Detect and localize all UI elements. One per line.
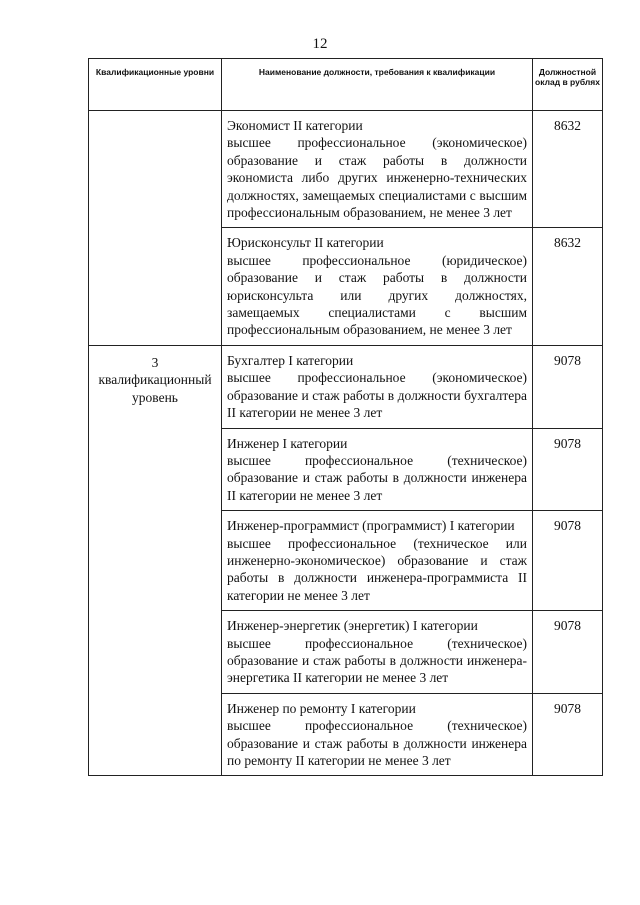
position-requirements-cell [222, 611, 533, 694]
position-requirements: высшее профессиональное (экономическое) образование и стаж работы в должности бухгалтера II категории не менее 3 лет [227, 370, 527, 421]
position-title: Инженер-энергетик (энергетик) I категории [227, 618, 478, 634]
salary-cell: 8632 [533, 111, 603, 228]
position-title: Экономист II категории [227, 118, 363, 133]
header-qualification-levels: Квалификационные уровни [89, 59, 222, 111]
page-number: 12 [312, 36, 328, 52]
table-row [89, 111, 603, 228]
position-requirements: высшее профессиональное (экономическое) образование и стаж работы в должности экономиста либо других инженерно-технических должностях, замещаемых специалистами с высшим профессиональным образованием, не менее 3 лет [227, 135, 527, 221]
header-salary: Должностной оклад в рублях [533, 59, 603, 111]
table-row [89, 345, 603, 428]
salary-cell: 9078 [533, 345, 603, 428]
position-requirements: высшее профессиональное (техническое) образование и стаж работы в должности инженера по ремонту II категории не менее 3 лет [227, 718, 527, 768]
position-requirements-cell [222, 511, 533, 611]
position-requirements-cell [222, 428, 533, 511]
position-requirements: высшее профессиональное (юридическое) образование и стаж работы в должности юрисконсульта или других должностях, замещаемых специалистами с высшим профессиональным образованием, не менее 3 лет [227, 252, 527, 338]
position-requirements-cell [222, 228, 533, 345]
salary-cell: 8632 [533, 228, 603, 345]
position-requirements: высшее профессиональное (техническое) образование и стаж работы в должности инженера-энергетика II категории не менее 3 лет [227, 635, 527, 686]
position-title: Инженер по ремонту I категории [227, 700, 416, 716]
position-requirements-cell [222, 693, 533, 776]
qualification-table [88, 58, 603, 776]
salary-cell: 9078 [533, 511, 603, 611]
salary-cell: 9078 [533, 693, 603, 776]
position-requirements: высшее профессиональное (техническое) образование и стаж работы в должности инженера II категории не менее 3 лет [227, 452, 527, 503]
table-header-row [89, 59, 603, 111]
header-position-requirements: Наименование должности, требования к квалификации [222, 59, 533, 111]
position-requirements: высшее профессиональное (техническое или инженерно-экономическое) образование и стаж работы в должности инженера-программиста II категории не менее 3 лет [227, 535, 527, 603]
qualification-level-cell: 3 квалификационный уровень [89, 345, 222, 776]
position-requirements-cell [222, 111, 533, 228]
salary-cell: 9078 [533, 428, 603, 511]
position-title: Инженер I категории [227, 435, 348, 451]
position-requirements-cell [222, 345, 533, 428]
position-title: Юрисконсульт II категории [227, 235, 384, 251]
position-title: Бухгалтер I категории [227, 352, 354, 368]
qualification-level-cell [89, 111, 222, 346]
position-title: Инженер-программист (программист) I категории [227, 518, 515, 534]
salary-cell: 9078 [533, 611, 603, 694]
